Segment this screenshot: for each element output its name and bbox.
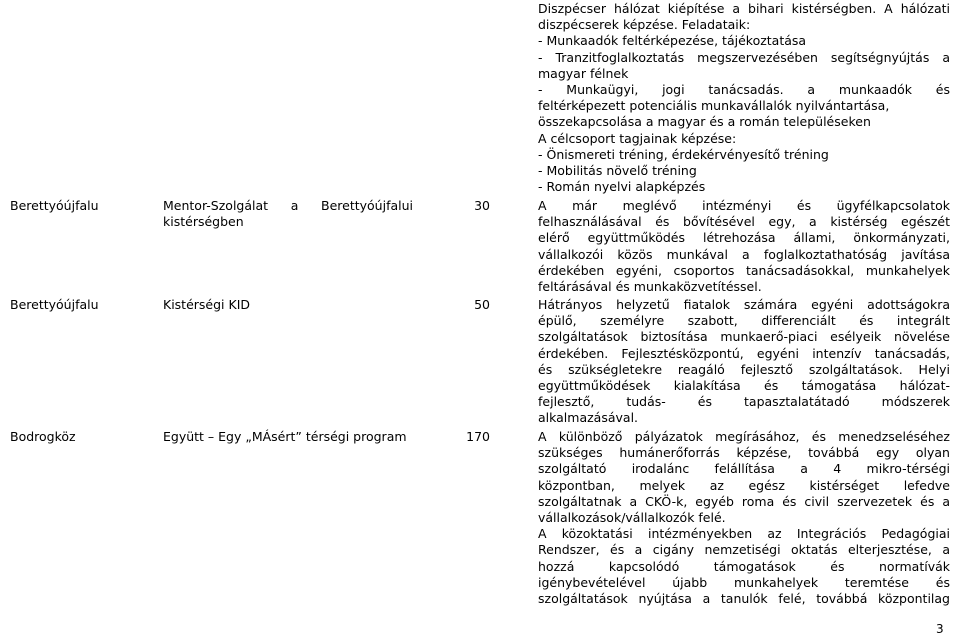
desc-line: fejlesztő, tudás- és tapasztalatátadó módszerek <box>538 394 950 410</box>
desc-line: és szükségletekre reagáló fejlesztő szolgáltatások. Helyi <box>538 361 950 377</box>
desc-line: hozzá kapcsolódó támogatások és normatívák <box>538 558 950 574</box>
desc-line: A már meglévő intézményi és ügyfélkapcsolatok <box>538 198 950 213</box>
desc-line: A közoktatási intézményekben az Integrációs Pedagógiai <box>538 526 950 542</box>
desc-line: szolgáltató irodalánc felállítása a 4 mikro-térségi <box>538 461 950 477</box>
desc-line: Hátrányos helyzetű fiatalok számára egyéni adottságokra <box>538 297 950 312</box>
desc-line: magyar félnek <box>538 65 629 81</box>
desc-line: - Román nyelvi alapképzés <box>538 179 706 195</box>
desc-line: - Munkaadók feltérképezése, tájékoztatása <box>538 33 807 49</box>
desc-line: - Tranzitfoglalkoztatás megszervezésében segítségnyújtás a <box>538 49 950 65</box>
desc-line: A célcsoport tagjainak képzése: <box>538 130 737 146</box>
desc-line: felhasználásával és bővítésével egy, a kistérség egészét <box>538 214 950 230</box>
desc-line: szolgáltatások biztosítása munkaerő-piaci esélyeik növelése <box>538 329 950 345</box>
row-3-count: 170 <box>466 429 490 444</box>
desc-line: A különböző pályázatok megírásához, és menedzseléséhez <box>538 429 950 444</box>
desc-line: igénybevételével újabb munkahelyek teremtése és <box>538 574 950 590</box>
desc-line: alkalmazásával. <box>538 410 639 426</box>
row-0-description <box>538 1 950 195</box>
row-3-program: Együtt – Egy „MÁsért” térségi program <box>163 429 407 444</box>
desc-line: vállalkozói közös munkával a foglalkoztathatóság javítása <box>538 246 950 262</box>
row-3-location: Bodrogköz <box>10 429 76 444</box>
desc-line: - Mobilitás növelő tréning <box>538 163 697 179</box>
desc-line: Diszpécser hálózat kiépítése a bihari kistérségben. A hálózati <box>538 1 950 16</box>
row-2-program: Kistérségi KID <box>163 297 251 312</box>
row-3-description <box>538 429 950 607</box>
desc-line: elérő együttműködés létrehozása állami, önkormányzati, <box>538 230 950 246</box>
desc-line: szolgáltatnak a CKÖ-k, egyéb roma és civil szervezetek és a <box>538 493 950 509</box>
desc-line: - Munkaügyi, jogi tanácsadás. a munkaadók és <box>538 82 950 98</box>
desc-line: diszpécserek képzése. Feladataik: <box>538 17 751 33</box>
desc-line: összekapcsolása a magyar és a román településeken <box>538 114 871 130</box>
row-2-location: Berettyóújfalu <box>10 297 99 312</box>
desc-line: szolgáltatások nyújtása a tanulók felé, továbbá központilag <box>538 591 950 607</box>
desc-line: feltérképezett potenciális munkavállalók nyilvántartása, <box>538 98 890 114</box>
row-1-count: 30 <box>474 198 490 213</box>
desc-line: vállalkozások/vállalkozók felé. <box>538 510 726 526</box>
desc-line: Rendszer, és a cigány nemzetiségi oktatás elterjesztése, a <box>538 542 950 558</box>
page-number: 3 <box>936 622 944 636</box>
desc-line: érdekében. Fejlesztésközpontú, egyéni intenzív tanácsadás, <box>538 345 950 361</box>
row-2-description <box>538 297 950 427</box>
desc-line: feltárásával és munkaközvetítéssel. <box>538 279 762 295</box>
row-1-description <box>538 198 950 295</box>
row-1-location: Berettyóújfalu <box>10 198 99 213</box>
desc-line: érdekében egyéni, csoportos tanácsadásokkal, munkahelyek <box>538 262 950 278</box>
row-1-program: Mentor-Szolgálat a Berettyóújfalui kistérségben <box>163 198 413 230</box>
row-2-count: 50 <box>474 297 490 312</box>
desc-line: együttműködések kialakítása és támogatása hálózat- <box>538 378 950 394</box>
desc-line: központban, melyek az egész kistérséget lefedve <box>538 477 950 493</box>
desc-line: szükséges humánerőforrás képzése, továbbá egy olyan <box>538 445 950 461</box>
desc-line: épülő, személyre szabott, differenciált és integrált <box>538 313 950 329</box>
desc-line: - Önismereti tréning, érdekérvényesítő tréning <box>538 146 829 162</box>
